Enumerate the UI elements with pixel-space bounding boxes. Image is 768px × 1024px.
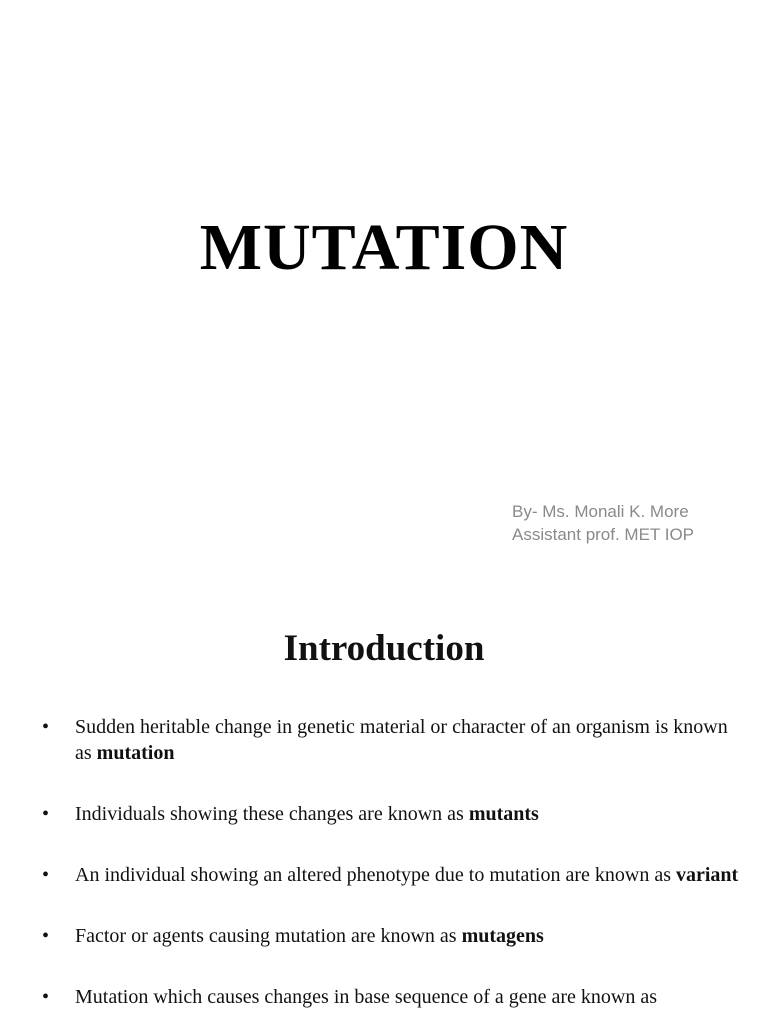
bullet-item <box>40 714 740 766</box>
bullet-text: Factor or agents causing mutation are known as <box>75 925 462 947</box>
bullet-icon: • <box>42 803 50 825</box>
bullet-item <box>40 801 740 827</box>
bullet-item <box>40 984 740 1010</box>
bullet-bold-term: variant <box>675 864 739 886</box>
bullet-list <box>40 714 740 1024</box>
section-title: Introduction <box>283 628 485 669</box>
bullet-text: Individuals showing these changes are known as <box>75 803 469 825</box>
author-affiliation: Assistant prof. MET IOP <box>512 525 695 544</box>
bullet-text: An individual showing an altered phenotype due to mutation are known as <box>75 864 676 886</box>
bullet-item <box>40 923 740 949</box>
bullet-text: Mutation which causes changes in base sequence of a gene are known as <box>75 986 658 1008</box>
author-name: By- Ms. Monali K. More <box>512 502 689 521</box>
bullet-bold-term: mutagens <box>461 925 544 947</box>
bullet-text: Sudden heritable change in genetic material or character of an organism is known as <box>75 716 728 764</box>
bullet-bold-term: mutants <box>468 803 539 825</box>
main-title: MUTATION <box>199 211 569 284</box>
bullet-icon: • <box>42 986 50 1008</box>
bullet-icon: • <box>42 716 50 738</box>
bullet-icon: • <box>42 925 50 947</box>
bullet-bold-term: mutation <box>96 742 175 764</box>
author-block <box>512 500 694 546</box>
bullet-icon: • <box>42 864 50 886</box>
bullet-item <box>40 862 740 888</box>
introduction-slide <box>0 580 768 1024</box>
